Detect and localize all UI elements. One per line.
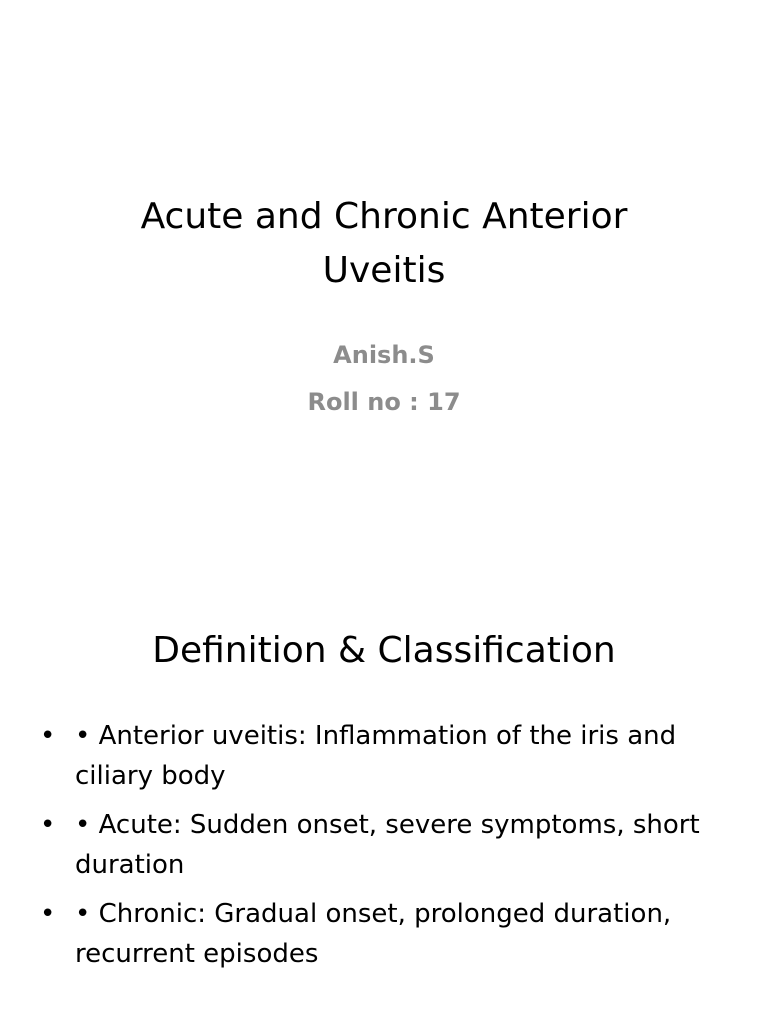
bullet-marker: •	[40, 899, 56, 929]
title-line-2: Uveitis	[322, 250, 446, 291]
definition-slide	[0, 576, 768, 1024]
list-item	[40, 894, 730, 974]
bullet-marker: •	[40, 721, 56, 751]
title-line-1: Acute and Chronic Anterior	[140, 196, 628, 237]
subtitle	[60, 332, 708, 426]
bullet-text: • Acute: Sudden onset, severe symptoms, short duration	[75, 810, 700, 880]
bullet-marker: •	[40, 810, 56, 840]
list-item	[40, 805, 730, 885]
presentation-title	[60, 190, 708, 298]
roll-number: Roll no : 17	[307, 388, 461, 416]
bullet-text: • Chronic: Gradual onset, prolonged duration, recurrent episodes	[75, 899, 672, 969]
slide-title: Definition & Classification	[152, 630, 616, 671]
bullet-text: • Anterior uveitis: Inflammation of the iris and ciliary body	[75, 721, 677, 791]
bullet-list	[40, 716, 730, 983]
list-item	[40, 716, 730, 796]
author-name: Anish.S	[333, 341, 435, 369]
